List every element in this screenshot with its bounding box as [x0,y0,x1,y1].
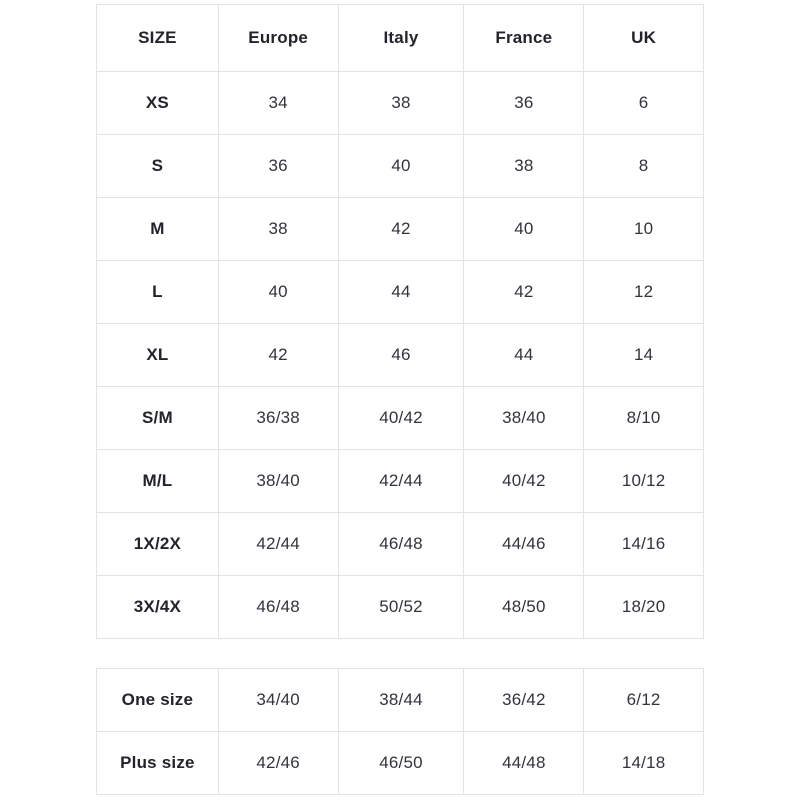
cell-europe: 42/46 [218,732,338,795]
cell-italy: 46/48 [338,513,464,576]
table-row [97,450,704,513]
cell-uk: 8 [584,135,704,198]
table-row [97,261,704,324]
table-row [97,576,704,639]
secondary-size-table-container [96,668,704,795]
cell-europe: 42 [218,324,338,387]
cell-italy: 40/42 [338,387,464,450]
cell-uk: 14/16 [584,513,704,576]
cell-size: 3X/4X [97,576,219,639]
table-row [97,732,704,795]
column-header-uk: UK [584,5,704,72]
cell-italy: 50/52 [338,576,464,639]
cell-italy: 40 [338,135,464,198]
cell-size: L [97,261,219,324]
one-size-plus-size-table [96,668,704,795]
cell-italy: 42/44 [338,450,464,513]
cell-europe: 46/48 [218,576,338,639]
cell-france: 38/40 [464,387,584,450]
cell-uk: 8/10 [584,387,704,450]
table-row [97,324,704,387]
cell-uk: 6 [584,72,704,135]
cell-europe: 36 [218,135,338,198]
cell-size: M [97,198,219,261]
cell-france: 44/46 [464,513,584,576]
column-header-europe: Europe [218,5,338,72]
cell-size: XS [97,72,219,135]
cell-italy: 38 [338,72,464,135]
table-row [97,387,704,450]
cell-france: 44/48 [464,732,584,795]
size-conversion-table [96,4,704,639]
cell-france: 48/50 [464,576,584,639]
cell-size: One size [97,669,219,732]
cell-uk: 12 [584,261,704,324]
cell-size: S [97,135,219,198]
cell-france: 40/42 [464,450,584,513]
cell-europe: 34 [218,72,338,135]
cell-france: 40 [464,198,584,261]
cell-size: M/L [97,450,219,513]
cell-europe: 38/40 [218,450,338,513]
main-size-table-container [96,4,704,639]
cell-europe: 38 [218,198,338,261]
cell-france: 44 [464,324,584,387]
cell-uk: 14 [584,324,704,387]
cell-uk: 18/20 [584,576,704,639]
cell-france: 38 [464,135,584,198]
cell-europe: 36/38 [218,387,338,450]
cell-size: S/M [97,387,219,450]
cell-uk: 14/18 [584,732,704,795]
cell-italy: 42 [338,198,464,261]
table-row [97,135,704,198]
cell-size: 1X/2X [97,513,219,576]
cell-uk: 10 [584,198,704,261]
cell-size: XL [97,324,219,387]
cell-france: 36/42 [464,669,584,732]
table-header-row [97,5,704,72]
cell-europe: 34/40 [218,669,338,732]
cell-size: Plus size [97,732,219,795]
table-row [97,198,704,261]
cell-italy: 46 [338,324,464,387]
column-header-size: SIZE [97,5,219,72]
table-row [97,72,704,135]
column-header-italy: Italy [338,5,464,72]
column-header-france: France [464,5,584,72]
cell-italy: 44 [338,261,464,324]
table-row [97,513,704,576]
cell-france: 36 [464,72,584,135]
cell-europe: 42/44 [218,513,338,576]
cell-italy: 38/44 [338,669,464,732]
cell-uk: 10/12 [584,450,704,513]
cell-france: 42 [464,261,584,324]
cell-europe: 40 [218,261,338,324]
table-row [97,669,704,732]
cell-uk: 6/12 [584,669,704,732]
cell-italy: 46/50 [338,732,464,795]
